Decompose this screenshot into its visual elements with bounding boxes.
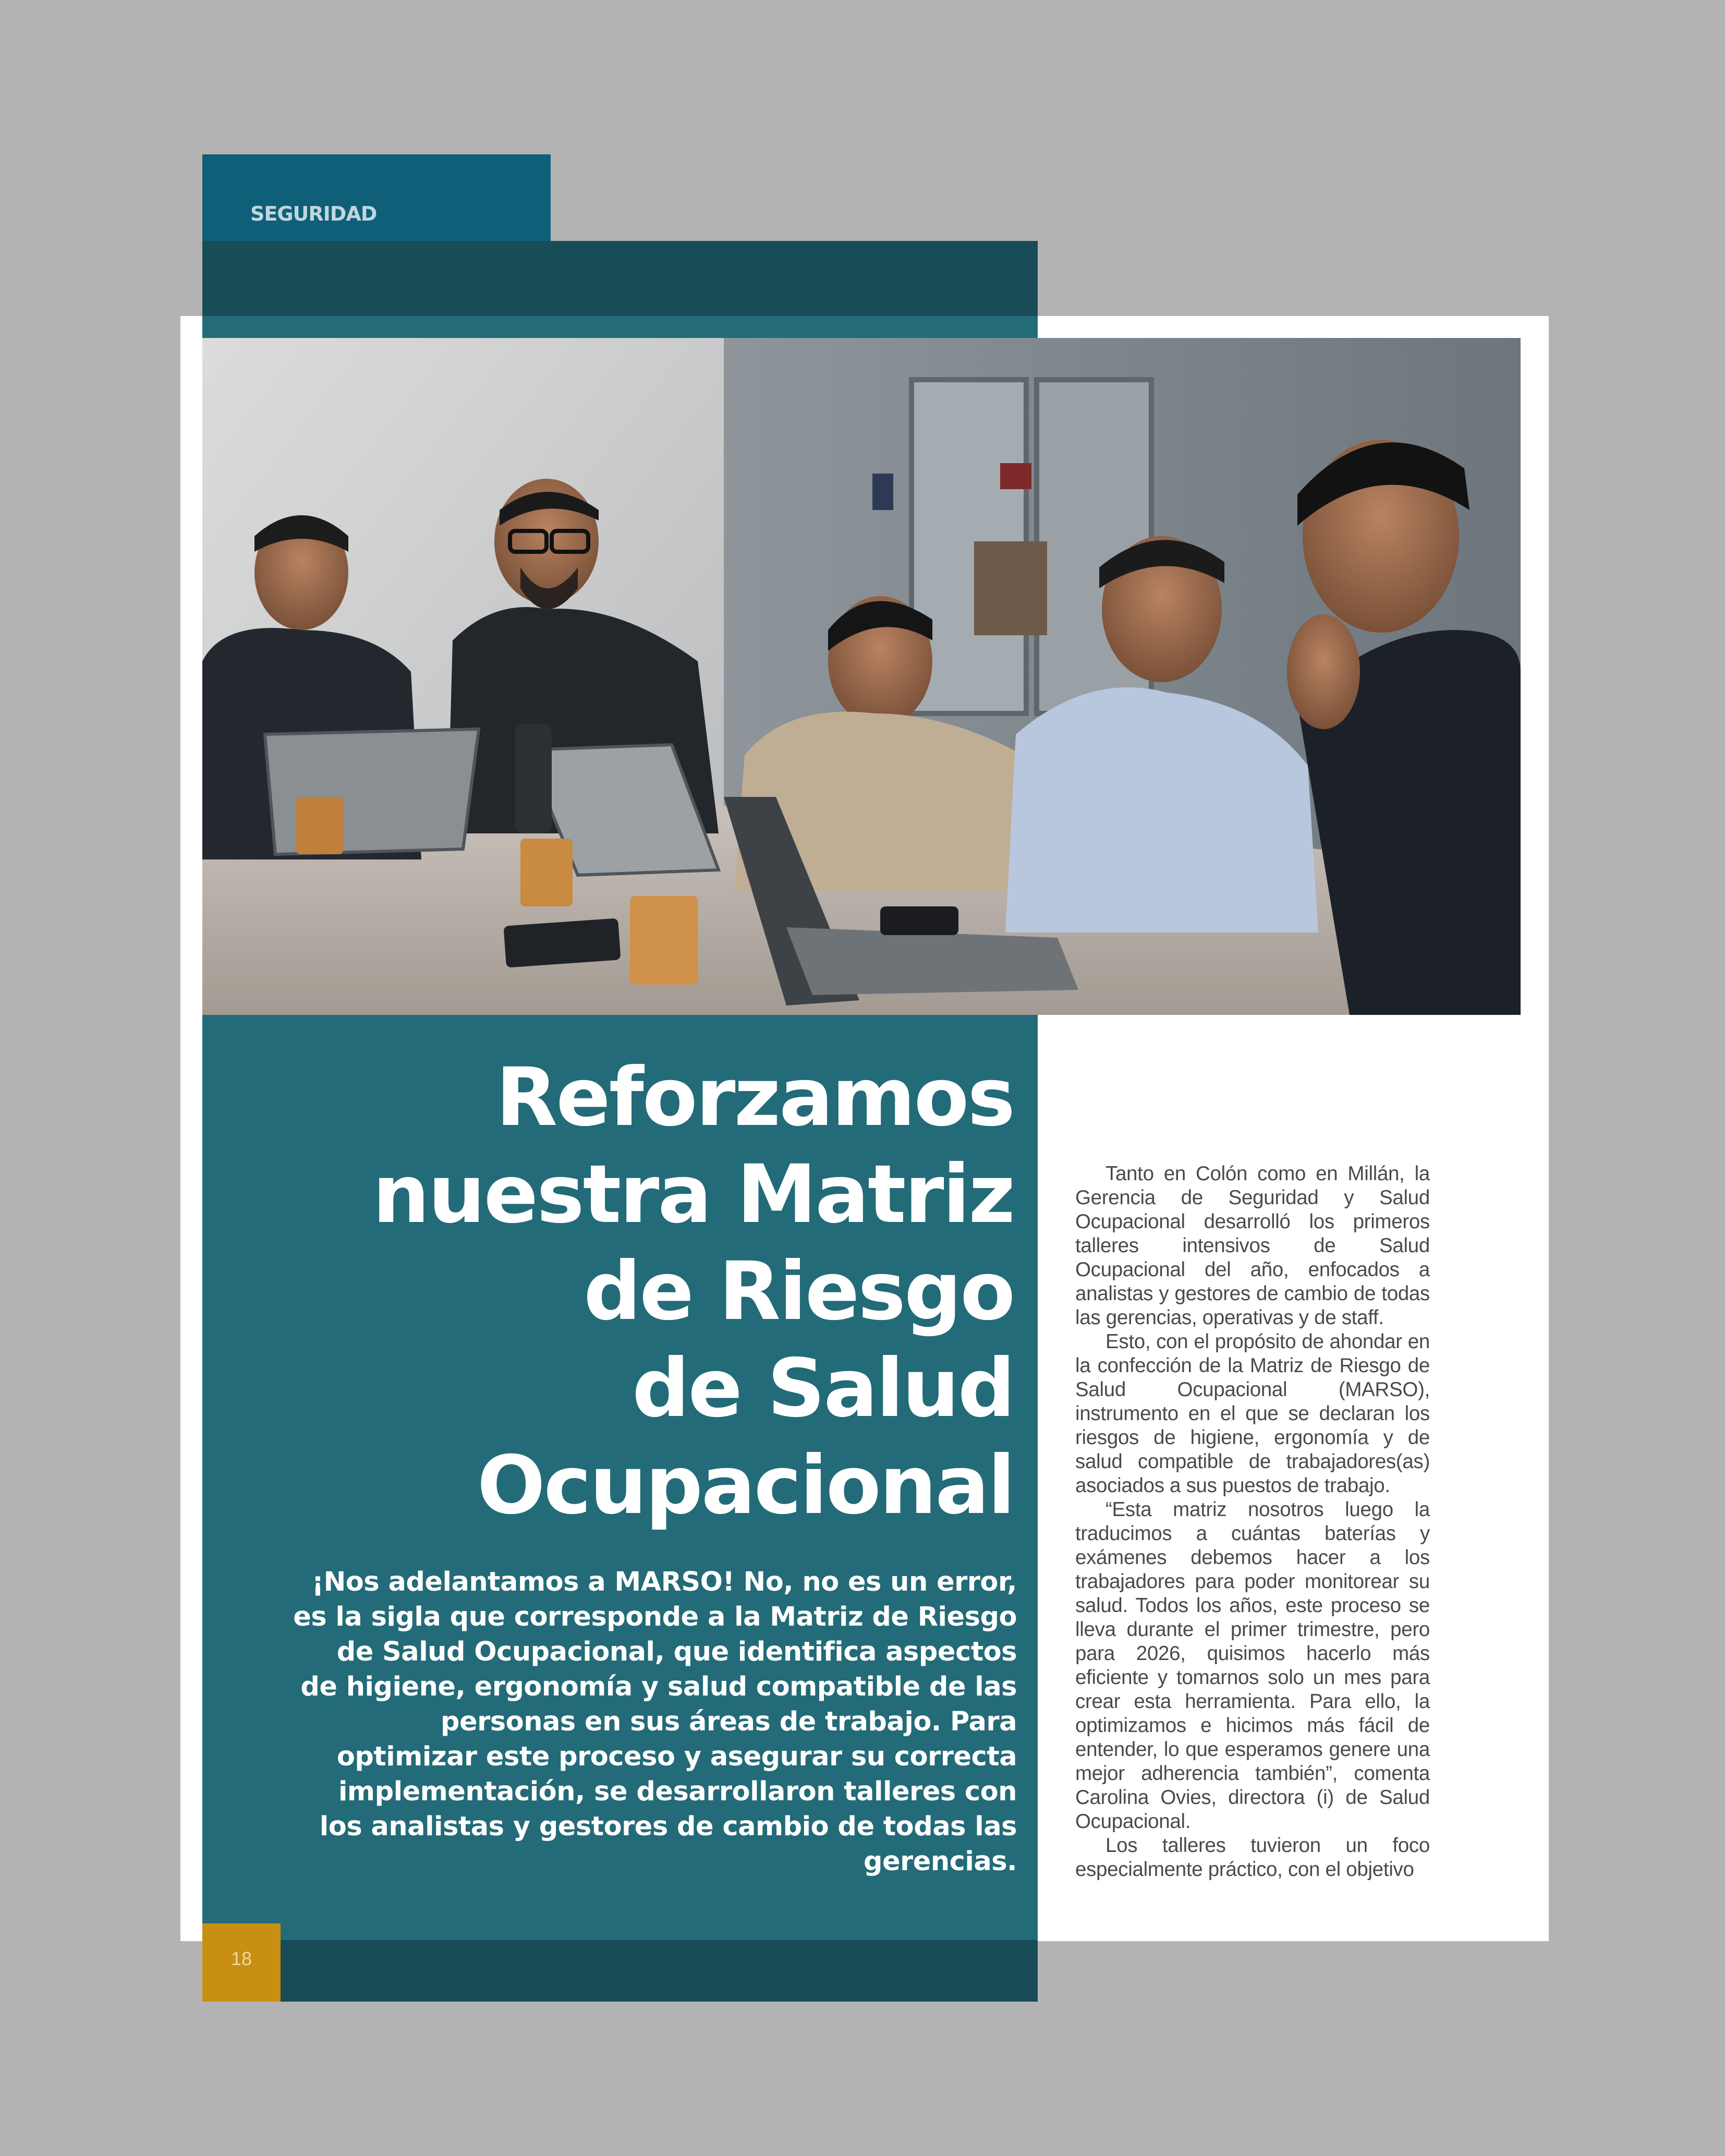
photo-workshop-meeting-icon <box>202 338 1521 1015</box>
headline-line: nuestra Matriz <box>372 1148 1014 1241</box>
header-band <box>202 241 1038 318</box>
headline-line: de Riesgo <box>584 1245 1014 1338</box>
workshop-photo <box>202 338 1521 1015</box>
footer-band <box>202 1940 1038 2002</box>
headline-line: Reforzamos <box>495 1051 1014 1144</box>
body-paragraph: Esto, con el propósito de ahondar en la confección de la Matriz de Riesgo de Salud Ocupacional (MARSO), instrumento en el que se declaran los riesgos de higiene, ergonomía y de salud compatible de trabajadores(as) asociados a sus puestos de trabajo. <box>1075 1330 1430 1497</box>
headline-line: Ocupacional <box>477 1439 1014 1532</box>
body-paragraph: Los talleres tuvieron un foco especialmente práctico, con el objetivo <box>1075 1834 1430 1881</box>
article-headline <box>224 1049 1014 1534</box>
section-tab <box>202 154 551 242</box>
article-body <box>1075 1162 1430 1882</box>
teal-strip <box>202 316 1038 339</box>
body-paragraph: Tanto en Colón como en Millán, la Gerencia de Seguridad y Salud Ocupacional desarrolló los primeros talleres intensivos de Salud Ocupacional del año, enfocados a analistas y gestores de cambio de todas las gerencias, operativas y de staff. <box>1075 1162 1430 1329</box>
section-label: SEGURIDAD <box>250 202 377 225</box>
body-paragraph: “Esta matriz nosotros luego la traducimos a cuántas baterías y exámenes debemos hacer a los trabajadores para poder monitorear su salud. Todos los años, este proceso se lleva durante el primer trimestre, pero para 2026, quisimos hacerlo más eficiente y tomarnos solo un mes para crear esta herramienta. Para ello, la optimizamos e hicimos más fácil de entender, lo que esperamos genere una mejor adherencia también”, comenta Carolina Ovies, directora (i) de Salud Ocupacional. <box>1075 1498 1430 1833</box>
page-number: 18 <box>230 1948 252 1969</box>
article-lead: ¡Nos adelantamos a MARSO! No, no es un error, es la sigla que corresponde a la Matriz de Riesgo de Salud Ocupacional, que identifica aspectos de higiene, ergonomía y salud compatible de las personas en sus áreas de trabajo. Para optimizar este proceso y asegurar su correcta implementación, se desarrollaron talleres con los analistas y gestores de cambio de todas las gerencias. <box>293 1567 1017 1877</box>
headline-line: de Salud <box>632 1342 1014 1435</box>
